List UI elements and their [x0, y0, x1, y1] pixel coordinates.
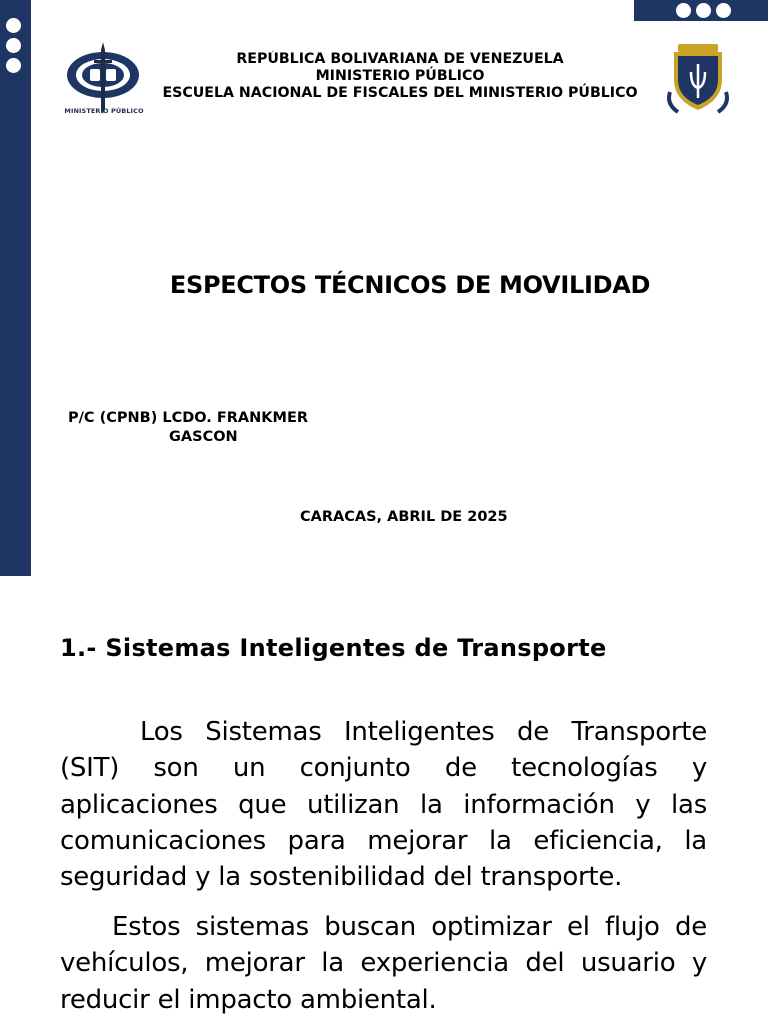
top-dots-decoration: [676, 3, 731, 18]
presentation-title: ESPECTOS TÉCNICOS DE MOVILIDAD: [169, 271, 651, 299]
header-line-ministry: MINISTERIO PÚBLICO: [315, 68, 485, 84]
paragraph-1: Los Sistemas Inteligentes de Transporte (SIT) son un conjunto de tecnologías y aplicaciones que utilizan la información y las comunicaciones para mejorar la eficiencia, la seguridad y la sostenibilidad del transporte.: [60, 717, 707, 893]
left-accent-bar: [0, 0, 31, 576]
institution-header: [130, 51, 670, 102]
paragraph-2: Estos sistemas buscan optimizar el flujo de vehículos, mejorar la experiencia del usuario y reducir el impacto ambiental.: [60, 912, 707, 1015]
left-dots-decoration: [6, 18, 21, 73]
enfmp-shield-logo: [664, 42, 732, 116]
author-line-2: GASCON: [169, 429, 238, 445]
place-date: CARACAS, ABRIL DE 2025: [300, 509, 508, 525]
author-line-1: P/C (CPNB) LCDO. FRANKMER: [68, 410, 309, 426]
header-line-school: ESCUELA NACIONAL DE FISCALES DEL MINISTERIO PÚBLICO: [162, 85, 638, 101]
ministerio-publico-logo-caption: MINISTERIO PÚBLICO: [64, 107, 144, 115]
header-line-republic: REPÚBLICA BOLIVARIANA DE VENEZUELA: [236, 51, 564, 67]
author-block: [68, 409, 368, 447]
section-title: 1.- Sistemas Inteligentes de Transporte: [60, 634, 607, 662]
